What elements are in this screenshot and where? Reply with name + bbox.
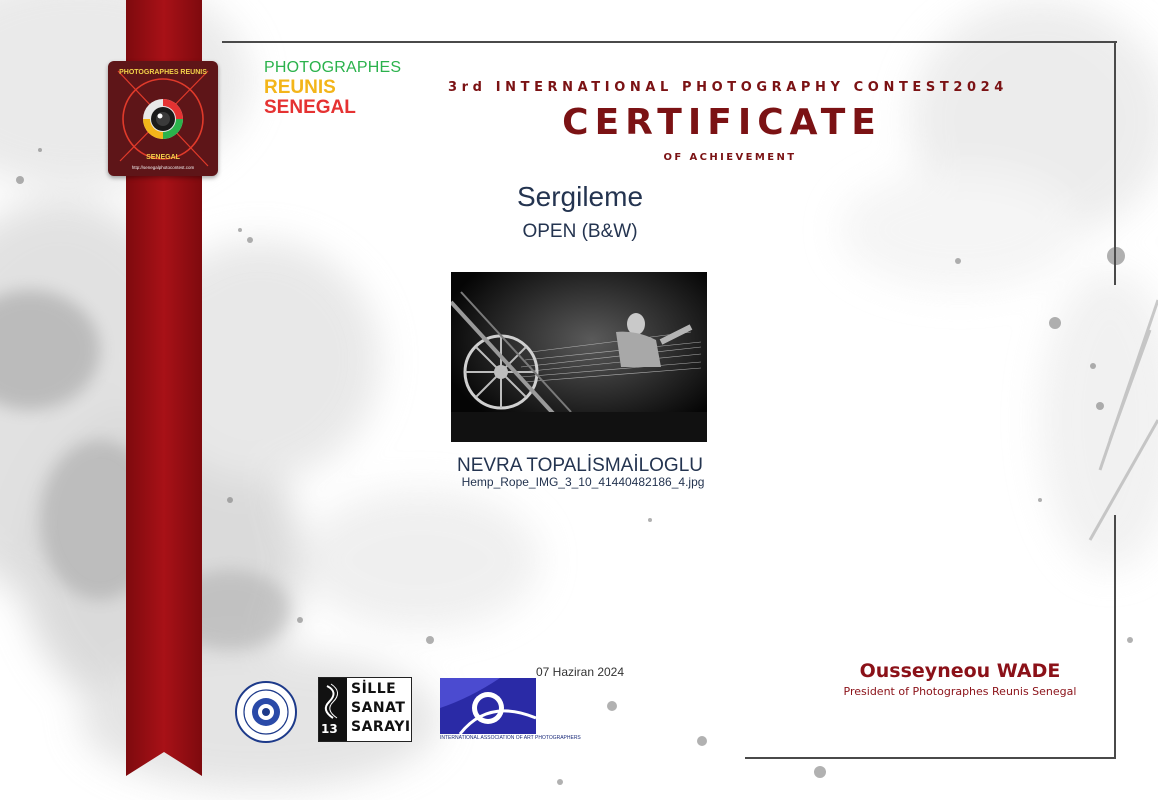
iaap-logo bbox=[440, 678, 581, 742]
sille-years: 13 bbox=[321, 722, 338, 736]
brand-line-2: REUNIS bbox=[264, 77, 336, 98]
brand-line-1: PHOTOGRAPHES bbox=[264, 59, 402, 76]
frame-right-line-top bbox=[1114, 41, 1116, 285]
signatory-name: Ousseyneou WADE bbox=[859, 660, 1061, 682]
award-category: OPEN (B&W) bbox=[522, 221, 638, 242]
iaap-caption: INTERNATIONAL ASSOCIATION OF ART PHOTOGRAPHERS bbox=[440, 735, 581, 741]
badge-top-text: PHOTOGRAPHES REUNIS bbox=[119, 69, 207, 76]
award-name: Sergileme bbox=[516, 181, 644, 212]
sille-line-2: SANAT bbox=[351, 700, 406, 716]
organizer-badge-logo bbox=[108, 61, 218, 176]
fiap-seal-logo bbox=[234, 680, 298, 744]
brand-line-3: SENEGAL bbox=[264, 97, 356, 118]
frame-bottom-line bbox=[745, 757, 1116, 759]
sille-sanat-sarayi-logo bbox=[318, 677, 412, 742]
badge-url-text: http://senegalphotocontest.com bbox=[131, 165, 195, 170]
frame-top-line bbox=[222, 41, 1117, 43]
sille-line-1: SİLLE bbox=[351, 681, 397, 697]
sille-line-3: SARAYI bbox=[351, 719, 411, 735]
badge-bottom-text: SENEGAL bbox=[146, 154, 180, 161]
organizer-brand bbox=[264, 60, 401, 117]
sille-emblem bbox=[319, 678, 347, 741]
author-name: NEVRA TOPALİSMAİLOGLU bbox=[456, 455, 704, 476]
certificate-title: CERTIFICATE bbox=[562, 102, 882, 143]
certificate-date: 07 Haziran 2024 bbox=[535, 665, 625, 679]
contest-title: 3rd INTERNATIONAL PHOTOGRAPHY CONTEST2024 bbox=[448, 80, 1008, 95]
photo-filename: Hemp_Rope_IMG_3_10_41440482186_4.jpg bbox=[461, 475, 705, 489]
signatory-title: President of Photographes Reunis Senegal bbox=[843, 685, 1077, 698]
winning-photo bbox=[451, 272, 707, 442]
frame-right-line-bottom bbox=[1114, 515, 1116, 759]
certificate-subtitle: OF ACHIEVEMENT bbox=[663, 152, 797, 163]
